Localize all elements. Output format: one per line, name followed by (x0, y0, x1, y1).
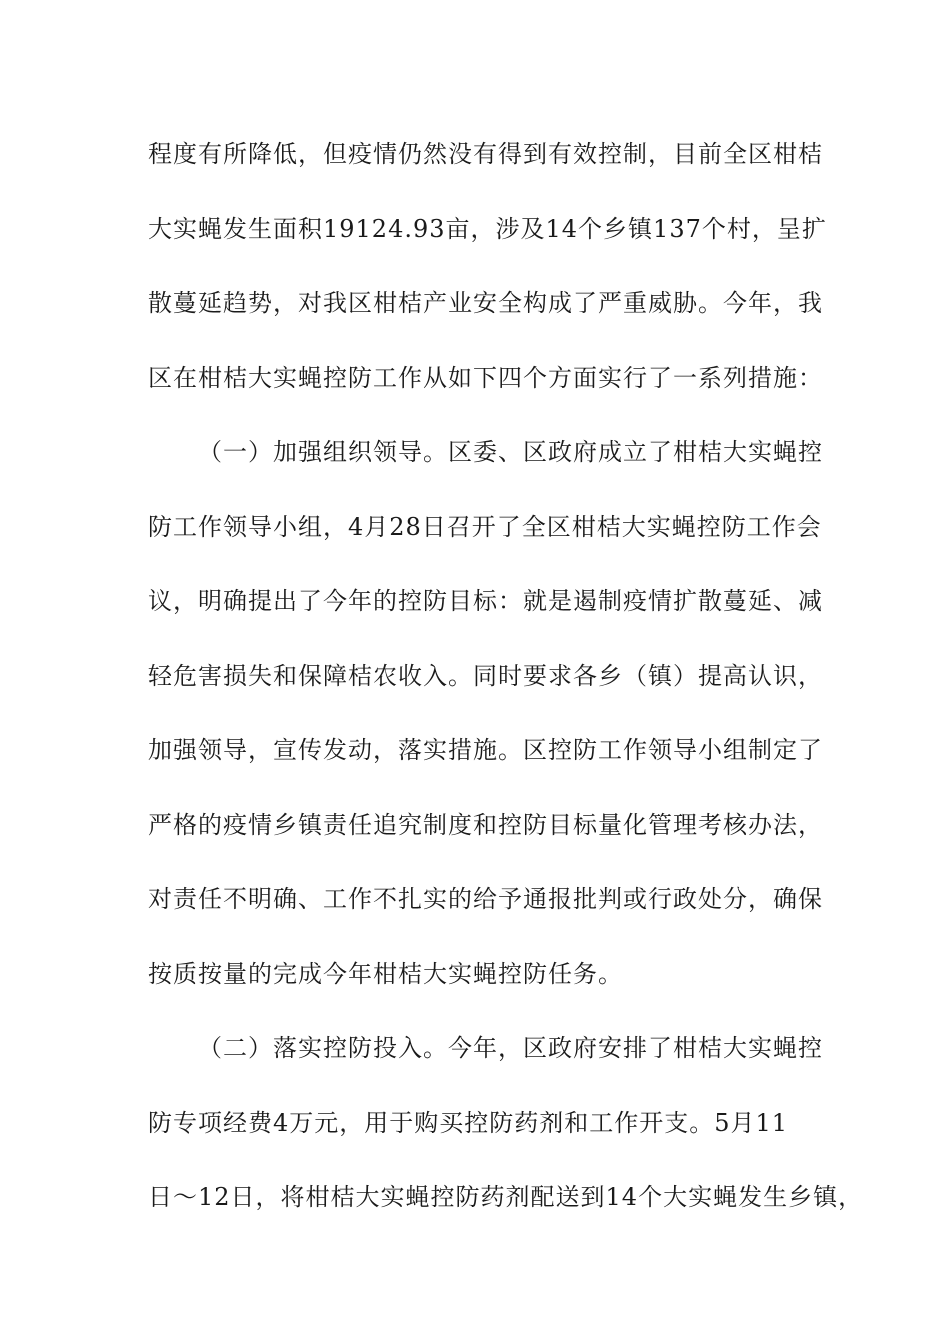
document-body (148, 130, 864, 1248)
text-line: 对责任不明确、工作不扎实的给予通报批判或行政处分，确保 (148, 885, 823, 913)
paragraph-heading-2: （二）落实控防投入。今年，区政府安排了柑桔大实蝇控 (198, 1034, 823, 1062)
text-line: 严格的疫情乡镇责任追究制度和控防目标量化管理考核办法， (148, 810, 823, 839)
text-line: 程度有所降低，但疫情仍然没有得到有效控制，目前全区柑桔 (148, 140, 823, 168)
text-line: 日～12日，将柑桔大实蝇控防药剂配送到14个大实蝇发生乡镇， (148, 1183, 864, 1211)
text-line: 防专项经费4万元，用于购买控防药剂和工作开支。5月11 (148, 1108, 789, 1137)
paragraph-heading-1: （一）加强组织领导。区委、区政府成立了柑桔大实蝇控 (198, 438, 823, 466)
text-line: 区在柑桔大实蝇控防工作从如下四个方面实行了一系列措施： (148, 363, 823, 392)
text-line: 散蔓延趋势，对我区柑桔产业安全构成了严重威胁。今年，我 (148, 289, 823, 317)
text-line: 大实蝇发生面积19124.93亩，涉及14个乡镇137个村，呈扩 (148, 214, 827, 243)
text-line: 按质按量的完成今年柑桔大实蝇控防任务。 (148, 959, 623, 988)
text-line: 加强领导，宣传发动，落实措施。区控防工作领导小组制定了 (148, 736, 823, 764)
text-line: 议，明确提出了今年的控防目标：就是遏制疫情扩散蔓延、减 (148, 587, 823, 615)
text-line: 防工作领导小组，4月28日召开了全区柑桔大实蝇控防工作会 (148, 512, 822, 541)
text-line: 轻危害损失和保障桔农收入。同时要求各乡（镇）提高认识， (148, 661, 823, 690)
